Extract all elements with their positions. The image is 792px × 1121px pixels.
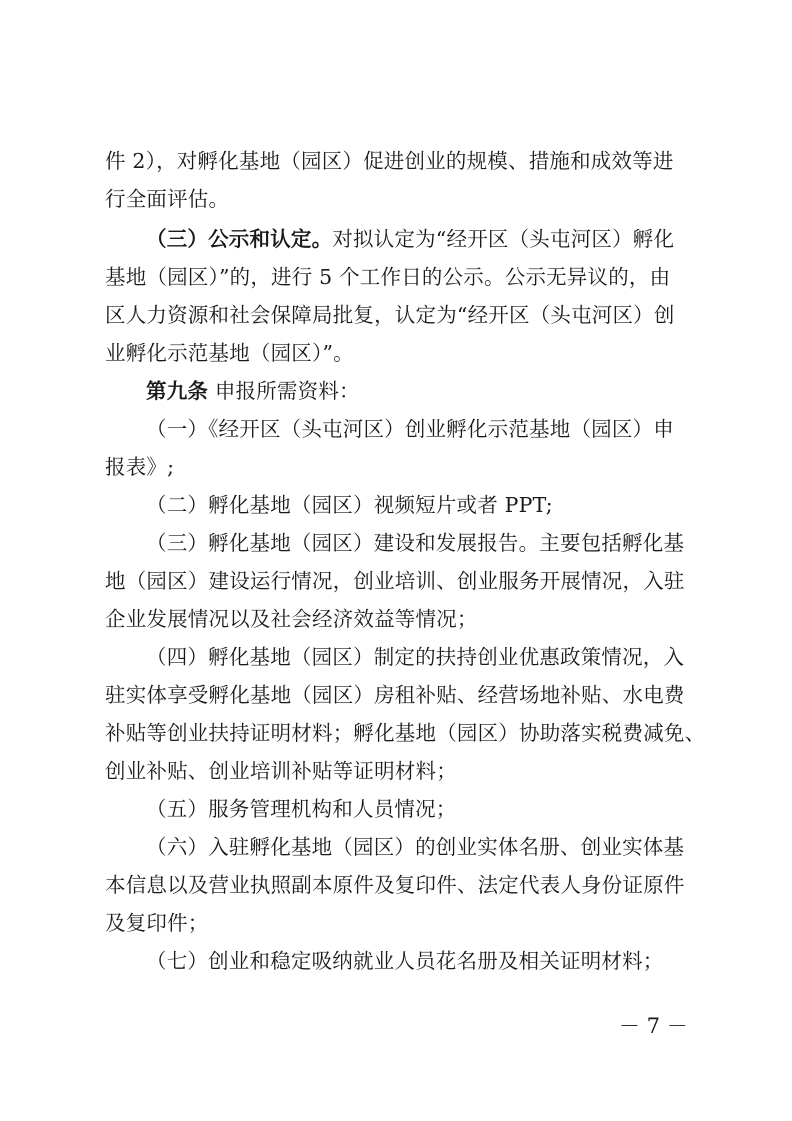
paragraph-line: 行全面评估。 — [105, 187, 230, 211]
paragraph-line: 第九条 申报所需资料： — [146, 379, 360, 403]
section-heading: （三）公示和认定。 — [146, 227, 333, 251]
paragraph-line: 报表》; — [105, 455, 175, 479]
paragraph-line: 件 2），对孵化基地（园区）促进创业的规模、措施和成效等进 — [105, 149, 674, 173]
page-number: － 7 － — [619, 1014, 688, 1038]
paragraph-line: 基地（园区）”的，进行 5 个工作日的公示。公示无异议的，由 — [105, 265, 671, 289]
list-item: （五）服务管理机构和人员情况； — [146, 797, 457, 821]
paragraph-line: 本信息以及营业执照副本原件及复印件、法定代表人身份证原件 — [105, 873, 685, 897]
paragraph-line: 业孵化示范基地（园区）”。 — [105, 341, 354, 365]
paragraph-line: 驻实体享受孵化基地（园区）房租补贴、经营场地补贴、水电费 — [105, 683, 685, 707]
paragraph-line: 补贴等创业扶持证明材料；孵化基地（园区）协助落实税费减免、 — [105, 721, 706, 745]
list-item: （四）孵化基地（园区）制定的扶持创业优惠政策情况，入 — [146, 645, 685, 669]
paragraph-line: 及复印件； — [105, 911, 209, 935]
paragraph-line: 创业补贴、创业培训补贴等证明材料； — [105, 759, 457, 783]
paragraph-line: 地（园区）建设运行情况，创业培训、创业服务开展情况，入驻 — [105, 569, 685, 593]
list-item: （二）孵化基地（园区）视频短片或者 PPT; — [146, 493, 553, 517]
paragraph-line: 区人力资源和社会保障局批复，认定为“经开区（头屯河区）创 — [105, 303, 675, 327]
article-heading: 第九条 — [146, 379, 209, 403]
list-item: （六）入驻孵化基地（园区）的创业实体名册、创业实体基 — [146, 835, 685, 859]
list-item: （三）孵化基地（园区）建设和发展报告。主要包括孵化基 — [146, 531, 685, 555]
list-item: （七）创业和稳定吸纳就业人员花名册及相关证明材料； — [146, 949, 664, 973]
list-item: （一）《经开区（头屯河区）创业孵化示范基地（园区）申 — [146, 417, 674, 441]
paragraph-line: 企业发展情况以及社会经济效益等情况； — [105, 607, 478, 631]
paragraph-line: （三）公示和认定。对拟认定为“经开区（头屯河区）孵化 — [146, 227, 675, 251]
